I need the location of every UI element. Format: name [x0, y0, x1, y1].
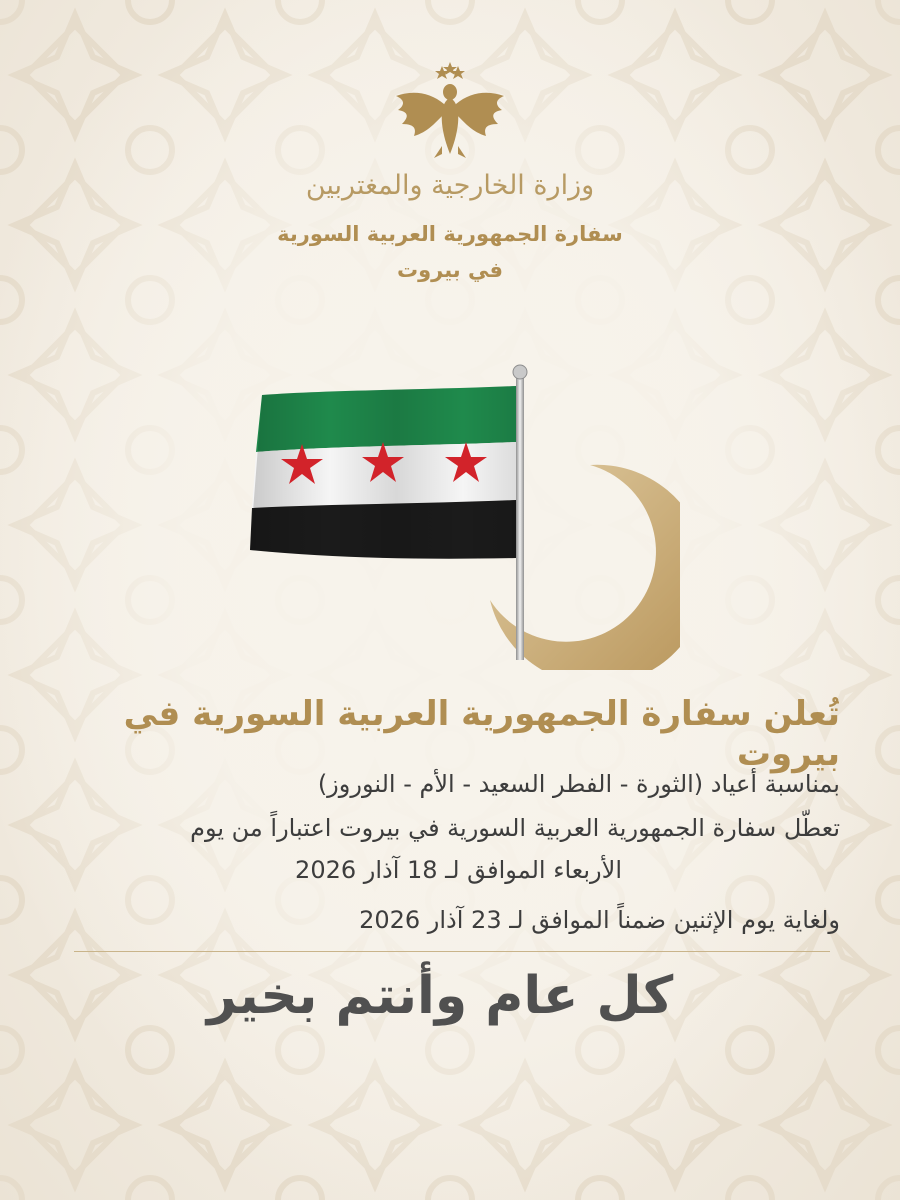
eagle-emblem-icon [392, 62, 508, 162]
embassy-city: في بيروت [397, 258, 503, 282]
announcement-title: تُعلن سفارة الجمهورية العربية السورية في بيروت [123, 694, 840, 774]
announcement-line: ولغاية يوم الإثنين ضمناً الموافق لـ 23 آذار 2026 [359, 906, 840, 934]
flag-illustration [240, 360, 680, 670]
greeting-text: كل عام وأنتم بخير [206, 966, 674, 1026]
announcement-line: تعطّل سفارة الجمهورية العربية السورية في بيروت اعتباراً من يوم [190, 814, 840, 842]
divider [74, 951, 830, 952]
embassy-name: سفارة الجمهورية العربية السورية [277, 222, 623, 246]
announcement-line: بمناسبة أعياد (الثورة - الفطر السعيد - الأم - النوروز) [317, 770, 840, 798]
ministry-name: وزارة الخارجية والمغتربين [305, 170, 595, 201]
announcement-line: الأربعاء الموافق لـ 18 آذار 2026 [295, 856, 622, 884]
syrian-flag-icon [250, 386, 516, 559]
